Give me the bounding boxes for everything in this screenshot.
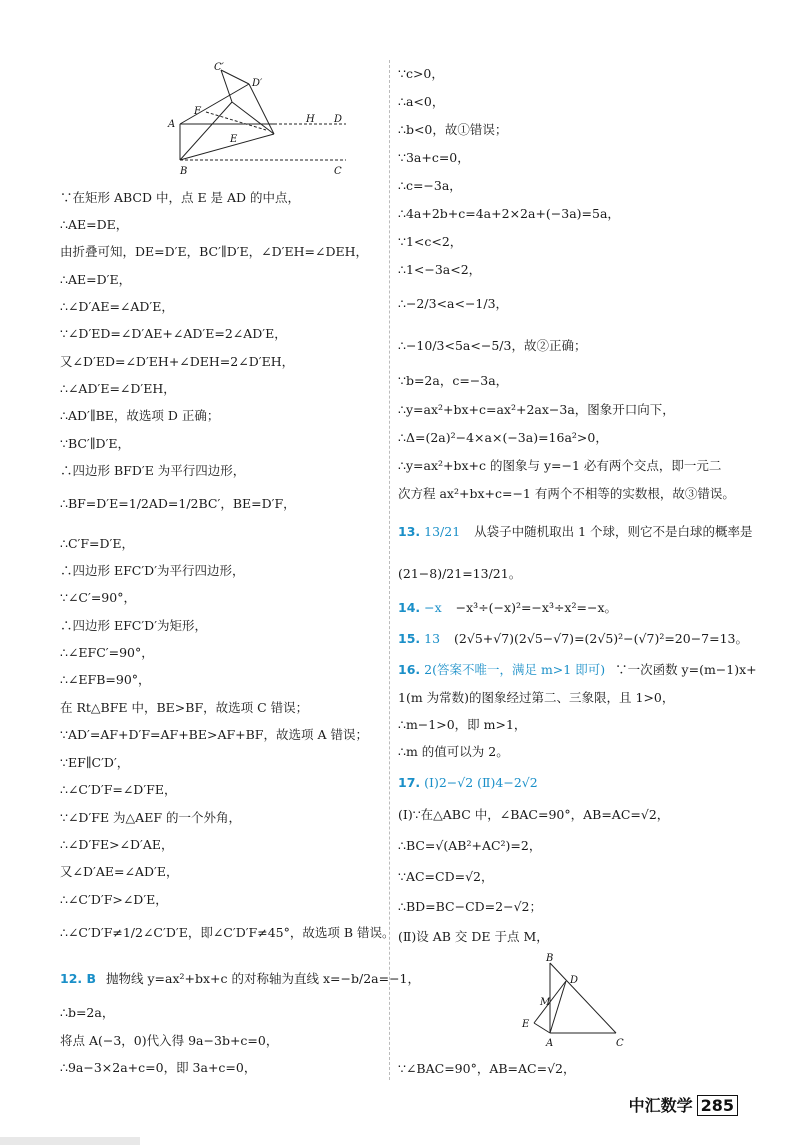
label-c-prime: C′	[214, 62, 224, 73]
text-line: ∴∠AD′E=∠D′EH，	[60, 381, 176, 396]
question-15	[398, 631, 748, 647]
brand-name: 中汇数学	[628, 1096, 693, 1115]
page-footer	[629, 1093, 738, 1116]
text-line: ∴AD′∥BE，故选项 D 正确；	[60, 408, 220, 423]
page-number: 285	[697, 1095, 738, 1116]
text-line: ∴BF=D′E=1/2AD=1/2BC′，BE=D′F，	[60, 496, 296, 511]
text-line: ∴∠D′AE=∠AD′E，	[60, 299, 174, 314]
text-line: 将点 A(−3，0)代入得 9a−3b+c=0，	[60, 1033, 279, 1048]
text-line: ∴∠EFB=90°，	[60, 672, 151, 687]
answer: −x	[424, 600, 442, 615]
text-line: 又∠D′AE=∠AD′E，	[60, 864, 179, 879]
answer: 13	[424, 631, 441, 646]
text-line: ∵BC′∥D′E，	[60, 436, 131, 451]
label-c: C	[334, 166, 342, 177]
text-line: ∴9a−3×2a+c=0，即 3a+c=0，	[60, 1060, 257, 1075]
label-c: C	[616, 1038, 624, 1048]
text-line: ∵AD′=AF+D′F=AF+BE>AF+BF，故选项 A 错误；	[60, 727, 368, 742]
text-line: ∴∠C′D′F>∠D′E，	[60, 892, 168, 907]
answer: 2(答案不唯一，满足 m>1 即可)	[424, 662, 606, 677]
text-line: ∴b<0，故①错误；	[398, 122, 508, 137]
text-line: 又∠D′ED=∠D′EH+∠DEH=2∠D′EH，	[60, 354, 295, 369]
text-line: ∵在矩形 ABCD 中，点 E 是 AD 的中点，	[60, 190, 301, 205]
text-line: ∴AE=D′E，	[60, 272, 132, 287]
text-line: ∴b=2a，	[60, 1005, 115, 1020]
text-line: (Ⅰ)∵在△ABC 中，∠BAC=90°，AB=AC=√2，	[398, 807, 670, 822]
text-line: ∵∠BAC=90°，AB=AC=√2，	[398, 1061, 576, 1076]
text-line: ∴BC=√(AB²+AC²)=2，	[398, 838, 542, 853]
text-line: ∵∠C′=90°，	[60, 590, 136, 605]
text-line: ∵∠D′FE 为△AEF 的一个外角，	[60, 810, 241, 825]
text-line: ∴∠D′FE>∠D′AE，	[60, 837, 174, 852]
label-e: E	[522, 1019, 530, 1030]
text-line: ∵1<c<2，	[398, 234, 463, 249]
text-line: ∴y=ax²+bx+c 的图象与 y=−1 必有两个交点，即一元二	[398, 458, 722, 473]
bottom-edge	[0, 1137, 140, 1145]
text-line: ∴−10/3<5a<−5/3，故②正确；	[398, 338, 587, 353]
text-line: ∴4a+2b+c=4a+2×2a+(−3a)=5a，	[398, 206, 620, 221]
text-line: ∴c=−3a，	[398, 178, 462, 193]
text-line: 1(m 为常数)的图象经过第二、三象限，且 1>0，	[398, 690, 675, 705]
text-line: ∴m 的值可以为 2。	[398, 744, 509, 759]
question-number: 17.	[398, 775, 421, 790]
text-line: ∴C′F=D′E，	[60, 536, 134, 551]
label-d: D	[334, 114, 343, 125]
text-line: 次方程 ax²+bx+c=−1 有两个不相等的实数根，故③错误。	[398, 486, 735, 501]
question-number: 14.	[398, 600, 421, 615]
question-14	[398, 600, 617, 616]
text-line: ∴AE=DE，	[60, 217, 129, 232]
text-line: ∵EF∥C′D′，	[60, 755, 130, 770]
text-line: ∵c>0，	[398, 66, 444, 81]
text-line: (21−8)/21=13/21。	[398, 566, 522, 581]
folding-rectangle-figure	[166, 62, 346, 177]
question-text: ∵一次函数 y=(m−1)x+	[615, 662, 757, 677]
text-line: ∵AC=CD=√2，	[398, 869, 494, 884]
text-line: ∴BD=BC−CD=2−√2；	[398, 899, 542, 914]
text-line: ∵∠D′ED=∠D′AE+∠AD′E=2∠AD′E，	[60, 326, 287, 341]
text-line: ∴y=ax²+bx+c=ax²+2ax−3a，图象开口向下，	[398, 402, 675, 417]
text-line: ∴四边形 EFC′D′为矩形，	[60, 618, 208, 633]
question-number: 12. B	[60, 971, 97, 986]
text-line: (Ⅱ)设 AB 交 DE 于点 M，	[398, 929, 549, 944]
text-line: ∴−2/3<a<−1/3，	[398, 296, 509, 311]
question-number: 16.	[398, 662, 421, 677]
question-text: −x³÷(−x)²=−x³÷x²=−x。	[455, 600, 617, 615]
question-text: (2√5+√7)(2√5−√7)=(2√5)²−(√7)²=20−7=13。	[454, 631, 749, 646]
question-number: 13.	[398, 524, 421, 539]
label-d-prime: D′	[252, 78, 263, 89]
label-a: A	[168, 119, 176, 130]
text-line: ∴∠EFC′=90°，	[60, 645, 154, 660]
text-line: ∴∠C′D′F≠1/2∠C′D′E，即∠C′D′F≠45°，故选项 B 错误。	[60, 925, 395, 940]
text-line: 在 Rt△BFE 中，BE>BF，故选项 C 错误；	[60, 700, 309, 715]
question-13	[398, 524, 753, 540]
label-b: B	[546, 953, 554, 964]
text-line: ∴1<−3a<2，	[398, 262, 482, 277]
question-17	[398, 775, 538, 791]
label-b: B	[180, 166, 188, 177]
label-a: A	[546, 1038, 554, 1048]
label-h: H	[306, 114, 315, 125]
text-line: ∴∠C′D′F=∠D′FE，	[60, 782, 177, 797]
text-line: ∵b=2a，c=−3a，	[398, 373, 509, 388]
text-line: ∴四边形 EFC′D′为平行四边形，	[60, 563, 245, 578]
triangle-figure	[516, 953, 636, 1048]
text-line: ∴Δ=(2a)²−4×a×(−3a)=16a²>0，	[398, 430, 608, 445]
label-d: D	[570, 975, 579, 986]
question-12	[60, 971, 420, 987]
answer: 13/21	[424, 524, 461, 539]
text-line: ∴m−1>0，即 m>1，	[398, 717, 527, 732]
question-number: 15.	[398, 631, 421, 646]
text-line: ∵3a+c=0，	[398, 150, 470, 165]
label-f: F	[194, 106, 201, 117]
label-e: E	[230, 134, 238, 145]
question-text: 抛物线 y=ax²+bx+c 的对称轴为直线 x=−b/2a=−1，	[106, 971, 420, 986]
text-line: ∴a<0，	[398, 94, 445, 109]
label-m: M	[540, 997, 551, 1008]
text-line: ∴四边形 BFD′E 为平行四边形，	[60, 463, 246, 478]
question-16	[398, 662, 757, 678]
answer: (Ⅰ)2−√2 (Ⅱ)4−2√2	[424, 775, 538, 790]
question-text: 从袋子中随机取出 1 个球，则它不是白球的概率是	[474, 524, 753, 539]
text-line: 由折叠可知，DE=D′E，BC′∥D′E，∠D′EH=∠DEH，	[60, 244, 369, 259]
